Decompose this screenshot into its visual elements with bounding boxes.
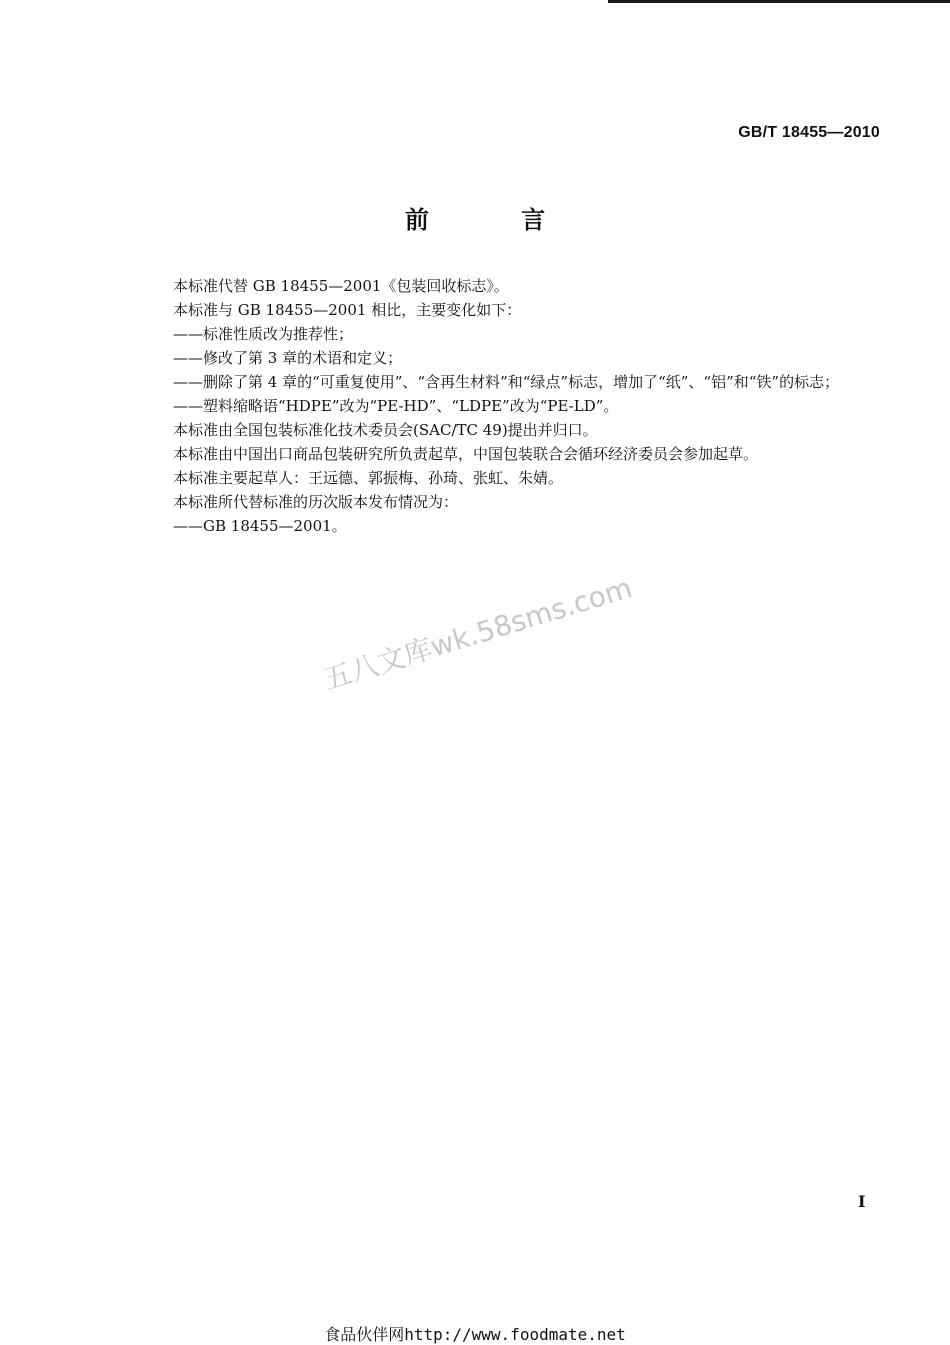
list-item: ——修改了第 3 章的术语和定义； [173,349,403,367]
footer-source: 食品伙伴网http://www.foodmate.net [324,1325,626,1344]
page-title: 前 言 [404,206,588,234]
scan-border-line [608,0,950,3]
paragraph: 本标准主要起草人：王远德、郭振梅、孙琦、张虹、朱婧。 [173,469,564,487]
list-item: ——删除了第 4 章的“可重复使用”、“含再生材料”和“绿点”标志，增加了“纸”、“铝”和“铁”的标志； [173,373,840,391]
paragraph: 本标准由全国包装标准化技术委员会(SAC/TC 49)提出并归口。 [173,421,598,439]
standard-code: GB/T 18455—2010 [738,124,880,141]
paragraph: 本标准与 GB 18455—2001 相比，主要变化如下： [173,301,522,319]
paragraph: 本标准代替 GB 18455—2001《包装回收标志》。 [173,277,509,295]
list-item: ——GB 18455—2001。 [173,517,347,535]
page-number: I [858,1192,866,1211]
paragraph: 本标准所代替标准的历次版本发布情况为： [173,493,459,511]
list-item: ——标准性质改为推荐性； [173,325,354,343]
watermark: 五八文库wk.58sms.com [319,570,636,697]
list-item: ——塑料缩略语“HDPE”改为“PE-HD”、“LDPE”改为“PE-LD”。 [173,397,619,415]
paragraph: 本标准由中国出口商品包装研究所负责起草，中国包装联合会循环经济委员会参加起草。 [173,445,759,463]
foreword-body [173,274,893,538]
